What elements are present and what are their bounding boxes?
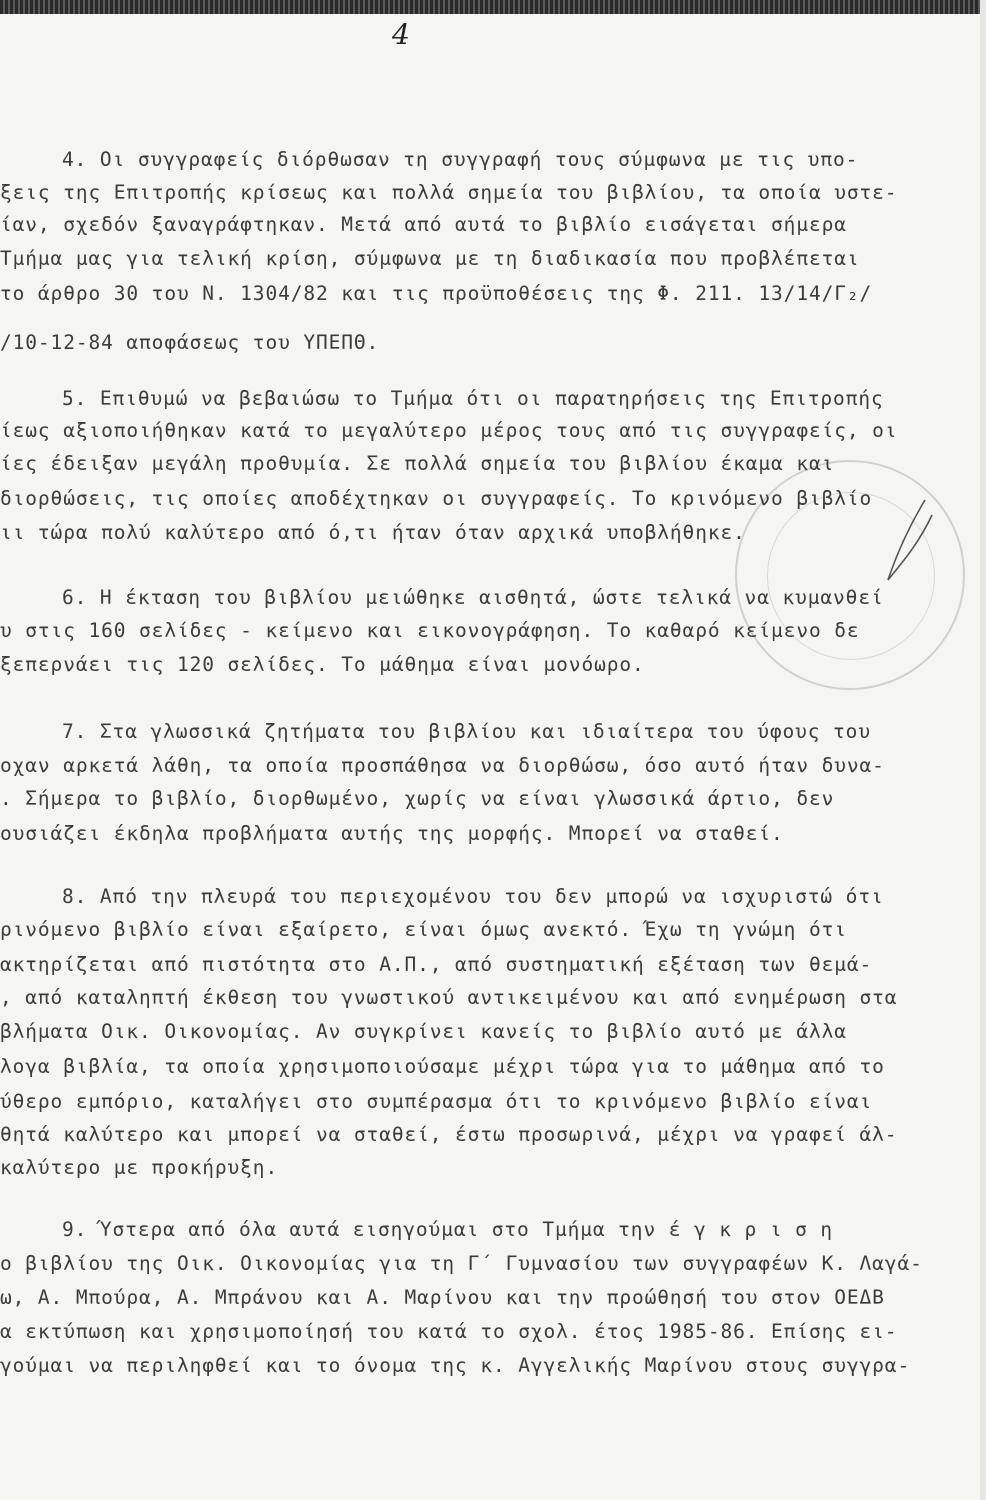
scan-right-edge — [980, 0, 986, 1500]
text-line-30: ω, Α. Μπούρα, Α. Μπράνου και Α. Μαρίνου και την προώθησή του στον ΟΕΔΒ — [0, 1286, 885, 1309]
text-line-15: 7. Στα γλωσσικά ζητήματα του βιβλίου και ιδιαίτερα του ύφους του — [62, 720, 871, 743]
text-line-29: ο βιβλίου της Οικ. Οικονομίας για τη Γ΄ Γυμνασίου των συγγραφέων Κ. Λαγά- — [0, 1252, 923, 1275]
text-line-6: /10-12-84 αποφάσεως του ΥΠΕΠΘ. — [0, 331, 380, 354]
text-line-5: το άρθρο 30 του Ν. 1304/82 και τις προϋποθέσεις της Φ. 211. 13/14/Γ₂/ — [0, 282, 873, 305]
text-line-14: ξεπερνάει τις 120 σελίδες. Το μάθημα είναι μονόωρο. — [0, 653, 645, 676]
text-line-11: ιι τώρα πολύ καλύτερο από ό,τι ήταν όταν αρχικά υποβλήθηκε. — [0, 521, 746, 544]
page-number: 4 — [392, 18, 410, 51]
text-line-16: οχαν αρκετά λάθη, τα οποία προσπάθησα να διορθώσω, όσο αυτό ήταν δυνα- — [0, 754, 885, 777]
text-line-3: ίαν, σχεδόν ξαναγράφτηκαν. Μετά από αυτά το βιβλίο εισάγεται σήμερα — [0, 213, 847, 236]
text-line-13: υ στις 160 σελίδες - κείμενο και εικονογράφηση. Το καθαρό κείμενο δε — [0, 619, 860, 642]
text-line-1: 4. Οι συγγραφείς διόρθωσαν τη συγγραφή τους σύμφωνα με τις υπο- — [62, 148, 859, 171]
text-line-22: , από καταληπτή έκθεση του γνωστικού αντικειμένου και από ενημέρωση στα — [0, 986, 898, 1009]
text-line-4: Τμήμα μας για τελική κρίση, σύμφωνα με τη διαδικασία που προβλέπεται — [0, 247, 860, 270]
text-line-25: ύθερο εμπόριο, καταλήγει στο συμπέρασμα ότι το κρινόμενο βιβλίο είναι — [0, 1090, 873, 1113]
text-line-18: ουσιάζει έκδηλα προβλήματα αυτής της μορφής. Μπορεί να σταθεί. — [0, 822, 784, 845]
scan-top-edge — [0, 0, 986, 14]
text-line-28: 9. Ύστερα από όλα αυτά εισηγούμαι στο Τμήμα την έ γ κ ρ ι σ η — [62, 1218, 834, 1241]
text-line-31: α εκτύπωση και χρησιμοποίησή του κατά το σχολ. έτος 1985-86. Επίσης ει- — [0, 1320, 898, 1343]
text-line-24: λογα βιβλία, τα οποία χρησιμοποιούσαμε μέχρι τώρα για το μάθημα από το — [0, 1055, 885, 1078]
text-line-23: βλήματα Οικ. Οικονομίας. Αν συγκρίνει κανείς το βιβλίο αυτό με άλλα — [0, 1020, 847, 1043]
text-line-12: 6. Η έκταση του βιβλίου μειώθηκε αισθητά, ώστε τελικά να κυμανθεί — [62, 586, 884, 609]
text-line-20: ρινόμενο βιβλίο είναι εξαίρετο, είναι όμως ανεκτό. Έχω τη γνώμη ότι — [0, 918, 847, 941]
text-line-7: 5. Επιθυμώ να βεβαιώσω το Τμήμα ότι οι παρατηρήσεις της Επιτροπής — [62, 387, 884, 410]
text-line-19: 8. Από την πλευρά του περιεχομένου του δεν μπορώ να ισχυριστώ ότι — [62, 885, 884, 908]
text-line-8: ίεως αξιοποιήθηκαν κατά το μεγαλύτερο μέρος τους από τις συγγραφείς, οι — [0, 419, 898, 442]
text-line-27: καλύτερο με προκήρυξη. — [0, 1156, 279, 1179]
text-line-32: γούμαι να περιληφθεί και το όνομα της κ. Αγγελικής Μαρίνου στους συγγρα- — [0, 1354, 911, 1377]
text-line-10: διορθώσεις, τις οποίες αποδέχτηκαν οι συγγραφείς. Το κρινόμενο βιβλίο — [0, 487, 873, 510]
text-line-9: ίες έδειξαν μεγάλη προθυμία. Σε πολλά σημεία του βιβλίου έκαμα και — [0, 452, 835, 475]
text-line-2: ξεις της Επιτροπής κρίσεως και πολλά σημεία του βιβλίου, τα οποία υστε- — [0, 181, 898, 204]
handwritten-signature-mark — [880, 495, 940, 585]
text-line-21: ακτηρίζεται από πιστότητα στο Α.Π., από συστηματική εξέταση των θεμά- — [0, 953, 873, 976]
text-line-17: . Σήμερα το βιβλίο, διορθωμένο, χωρίς να είναι γλωσσικά άρτιο, δεν — [0, 787, 835, 810]
text-line-26: θητά καλύτερο και μπορεί να σταθεί, έστω προσωρινά, μέχρι να γραφεί άλ- — [0, 1123, 898, 1146]
